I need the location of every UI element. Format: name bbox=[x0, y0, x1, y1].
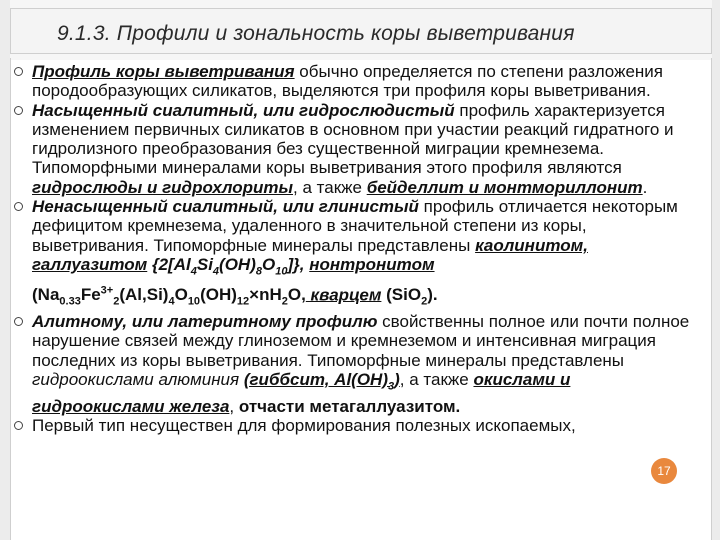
minerals-nontronite: нонтронитом bbox=[309, 254, 435, 274]
formula-nontronite: ($Na_{0.33}Fe^{3+}_2(Al,Si)_4O_{10}(OH)_{12}\times nH_2O$, bbox=[32, 284, 306, 308]
bullet-item-profile: Профиль коры выветривания обычно определяется по степени разложения породообразующих силикатов, выделяются три профиля коры выветривания. bbox=[14, 62, 694, 101]
bullet-circle-icon bbox=[14, 317, 23, 326]
term-saturated: Насыщенный сиалитный, или гидрослюдистый bbox=[32, 100, 455, 120]
minerals-hydromica: гидрослюды и гидрохлориты bbox=[32, 177, 294, 197]
term-allitic: Алитному, или латеритному профилю bbox=[32, 312, 378, 331]
slide-left-edge bbox=[0, 0, 10, 540]
bullet-circle-icon bbox=[14, 202, 23, 211]
bullet-item-allitic: Алитному, или латеритному профилю свойственны полное или почти полное нарушение связей между глиноземом и кремнеземом и интенсивная миграция последних из коры выветривания. Типоморфные минералы представлены гидроокислами алюминия (гиббсит, $Al(OH)_3$), а также окислами и гидроокислами железа, отчасти метагаллуазитом. bbox=[14, 312, 694, 416]
slide-content bbox=[14, 62, 694, 435]
formula-kaolinite: $\{2[Al_4Si_4(OH)_8O_{10}]\}$, bbox=[147, 254, 305, 278]
bullet-circle-icon bbox=[14, 67, 23, 76]
bullet-circle-icon bbox=[14, 106, 23, 115]
minerals-metahalloysite: отчасти метагаллуазитом. bbox=[238, 396, 461, 416]
minerals-gibbsite: (гиббсит, $Al(OH)_3$) bbox=[243, 369, 400, 393]
page-number-badge: 17 bbox=[651, 458, 677, 484]
slide-right-edge bbox=[712, 0, 720, 540]
slide-title: 9.1.3. Профили и зональность коры выветривания bbox=[57, 22, 575, 45]
minerals-iron-oxides: окислами и гидроокислами железа bbox=[32, 369, 571, 416]
bullet-circle-icon bbox=[14, 421, 23, 430]
title-bar bbox=[10, 8, 712, 54]
term-profile: Профиль коры выветривания bbox=[32, 62, 295, 81]
minerals-kaolinite: каолинитом, галлуазитом bbox=[32, 235, 588, 274]
minerals-montmorillonite: бейделлит и монтмориллонит bbox=[366, 177, 643, 197]
bullet-item-first-type: Первый тип несуществен для формирования полезных ископаемых, bbox=[14, 416, 694, 435]
bullet-item-unsaturated: Ненасыщенный сиалитный, или глинистый профиль отличается некоторым дефицитом кремнезема, удаленного в значительной степени из коры, выветривания. Типоморфные минералы представлены каолинитом, галлуазитом $\{2[Al_4Si_4(OH)_8O_{10}]\}$, нонтронитом ($Na_{0.33}Fe^{3+}_2(Al,Si)_4O_{10}(OH)_{12}\times nH_2O$, кварцем (SiO$_2$). bbox=[14, 197, 694, 312]
formula-quartz: (SiO$_2$). bbox=[381, 285, 438, 308]
minerals-quartz: кварцем bbox=[305, 285, 382, 305]
minerals-al-hydroxides: гидроокислами алюминия bbox=[32, 369, 240, 389]
term-unsaturated: Ненасыщенный сиалитный, или глинистый bbox=[32, 197, 419, 217]
bullet-item-saturated: Насыщенный сиалитный, или гидрослюдистый профиль характеризуется изменением первичных силикатов в основном при участии реакций гидратного и гидролизного преобразования без существенной миграции кремнезема. Типоморфными минералами коры выветривания этого профиля являются гидрослюды и гидрохлориты, а также бейделлит и монтмориллонит. bbox=[14, 101, 694, 197]
